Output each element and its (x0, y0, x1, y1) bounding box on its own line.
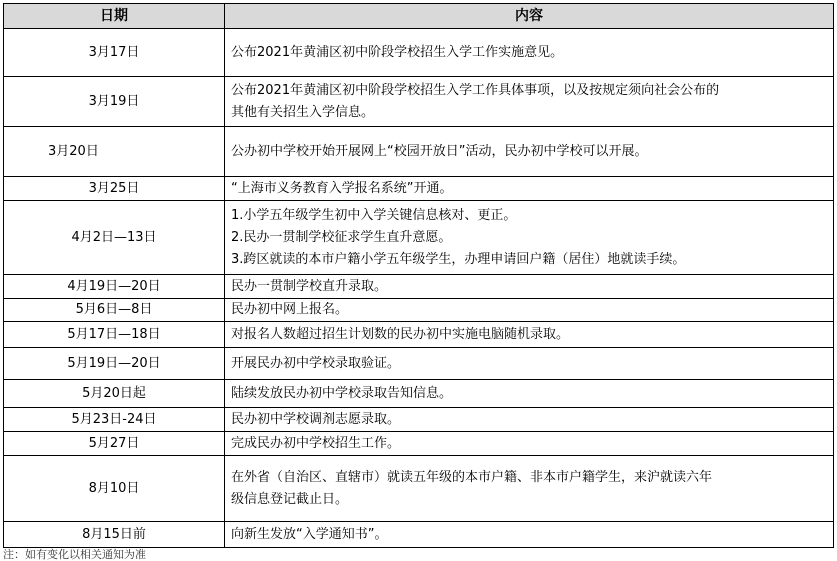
row-content (225, 77, 834, 127)
row-content-line: 3.跨区就读的本市户籍小学五年级学生，办理申请回户籍（居住）地就读手续。 (231, 251, 686, 267)
row-content (225, 408, 834, 432)
row-content-line: 民办初中网上报名。 (231, 302, 349, 317)
table-row (4, 432, 834, 456)
row-date: 5月27日 (4, 432, 225, 456)
row-content (225, 299, 834, 322)
row-date: 8月15日前 (4, 522, 225, 548)
row-content-line: 向新生发放“入学通知书”。 (231, 526, 388, 542)
row-content (225, 380, 834, 408)
table-row (4, 348, 834, 380)
row-content (225, 322, 834, 348)
row-content-line: 对报名人数超过招生计划数的民办初中实施电脑随机录取。 (231, 326, 570, 342)
row-date: 3月25日 (4, 177, 225, 201)
table-header-row (4, 4, 834, 29)
row-content-line: 民办初中学校调剂志愿录取。 (231, 411, 401, 427)
row-content (225, 522, 834, 548)
row-date: 4月2日—13日 (4, 201, 225, 275)
row-date: 5月19日—20日 (4, 348, 225, 380)
row-date: 4月19日—20日 (4, 275, 225, 299)
table-row (4, 127, 834, 177)
row-content (225, 177, 834, 201)
table-row (4, 456, 834, 522)
row-content-line: 开展民办初中学校录取验证。 (231, 355, 401, 371)
row-content-line: 在外省（自治区、直辖市）就读五年级的本市户籍、非本市户籍学生，来沪就读六年 (231, 469, 713, 485)
row-content-line: 2.民办一贯制学校征求学生直升意愿。 (231, 229, 452, 245)
row-date: 3月20日 (4, 127, 225, 177)
row-date: 5月17日—18日 (4, 322, 225, 348)
enrollment-schedule-table (3, 3, 834, 548)
row-content (225, 201, 834, 275)
row-content (225, 456, 834, 522)
row-date: 5月20日起 (4, 380, 225, 408)
row-content-line: 公布2021年黄浦区初中阶段学校招生入学工作实施意见。 (231, 44, 564, 60)
row-date: 5月6日—8日 (4, 299, 225, 322)
row-date: 5月23日-24日 (4, 408, 225, 432)
row-content (225, 348, 834, 380)
table-row (4, 177, 834, 201)
table-row (4, 201, 834, 275)
row-content-line: “上海市义务教育入学报名系统”开通。 (231, 180, 453, 196)
row-content-line: 公办初中学校开始开展网上“校园开放日”活动，民办初中学校可以开展。 (231, 143, 648, 159)
table-row (4, 77, 834, 127)
row-content (225, 432, 834, 456)
footer-note: 注：如有变化以相关通知为准 (3, 548, 146, 561)
column-header-date: 日期 (4, 4, 225, 29)
row-content-line: 1.小学五年级学生初中入学关键信息核对、更正。 (231, 207, 517, 223)
table-row (4, 408, 834, 432)
row-content-line: 陆续发放民办初中学校录取告知信息。 (231, 385, 453, 401)
row-content (225, 275, 834, 299)
table-row (4, 29, 834, 77)
row-content (225, 29, 834, 77)
row-content-line: 级信息登记截止日。 (231, 491, 349, 507)
table-row (4, 275, 834, 299)
row-content-line: 其他有关招生入学信息。 (231, 104, 375, 120)
table-row (4, 299, 834, 322)
row-content-line: 民办一贯制学校直升录取。 (231, 278, 388, 294)
table-row (4, 380, 834, 408)
table-row (4, 522, 834, 548)
row-date: 8月10日 (4, 456, 225, 522)
row-date: 3月17日 (4, 29, 225, 77)
table-row (4, 322, 834, 348)
row-content-line: 公布2021年黄浦区初中阶段学校招生入学工作具体事项，以及按规定须向社会公布的 (231, 82, 720, 98)
table-body (4, 29, 834, 548)
row-date: 3月19日 (4, 77, 225, 127)
row-content-line: 完成民办初中学校招生工作。 (231, 435, 401, 451)
row-content (225, 127, 834, 177)
column-header-content: 内容 (225, 4, 834, 29)
